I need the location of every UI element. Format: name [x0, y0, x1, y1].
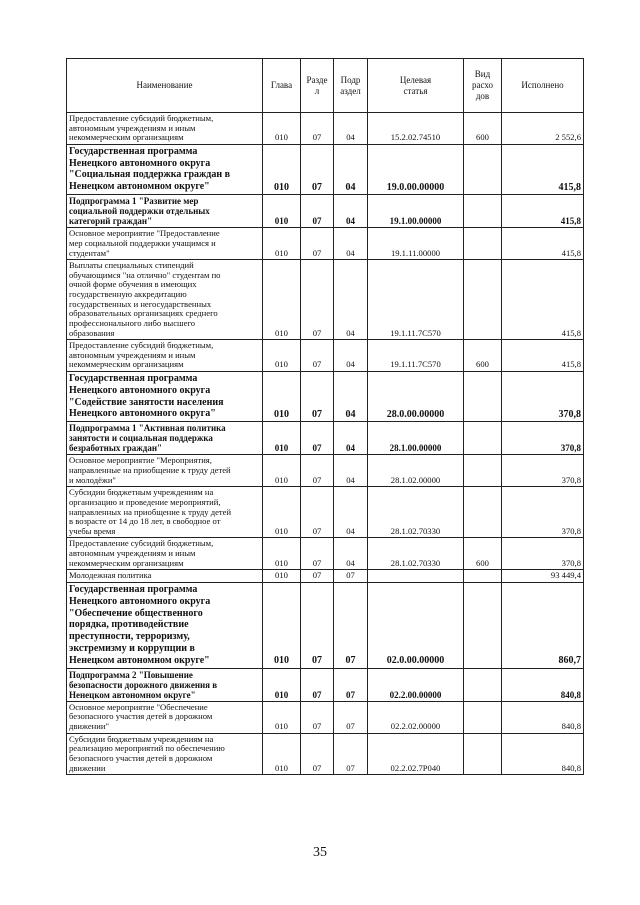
cell-name: Государственная программа Ненецкого автономного округа "Содействие занятости населения Ненецкого автономного округа" — [67, 372, 263, 422]
header-name: Наименование — [67, 59, 263, 113]
cell-ispolneno: 415,8 — [502, 144, 584, 194]
cell-razdel: 07 — [301, 455, 334, 487]
cell-ispolneno: 415,8 — [502, 260, 584, 340]
cell-razdel: 07 — [301, 487, 334, 538]
cell-statya: 28.1.02.70330 — [368, 538, 464, 570]
cell-statya: 19.1.11.7С570 — [368, 260, 464, 340]
cell-podrazdel: 04 — [334, 372, 368, 422]
cell-ispolneno: 2 552,6 — [502, 113, 584, 145]
cell-razdel: 07 — [301, 228, 334, 260]
cell-ispolneno: 840,8 — [502, 668, 584, 701]
cell-podrazdel: 07 — [334, 668, 368, 701]
cell-podrazdel: 07 — [334, 570, 368, 583]
table-row — [67, 372, 584, 422]
cell-ispolneno: 370,8 — [502, 487, 584, 538]
cell-podrazdel: 04 — [334, 228, 368, 260]
cell-name: Выплаты специальных стипендий обучающимся "на отлично" студентам по очной форме обучения в имеющих государственную аккредитацию государственных и негосударственных образовательных организациях среднего профессионального либо высшего образования — [67, 260, 263, 340]
cell-vid — [464, 668, 502, 701]
cell-statya: 19.0.00.00000 — [368, 144, 464, 194]
cell-name: Субсидии бюджетным учреждениям на организацию и проведение мероприятий, направленных на приобщение к труду детей в возрасте от 14 до 18 лет, в свободное от учебы время — [67, 487, 263, 538]
cell-razdel: 07 — [301, 701, 334, 733]
cell-razdel: 07 — [301, 195, 334, 228]
cell-statya: 02.0.00.00000 — [368, 582, 464, 668]
cell-razdel: 07 — [301, 570, 334, 583]
cell-glava: 010 — [263, 538, 301, 570]
header-statya: Целевая статья — [368, 59, 464, 113]
cell-podrazdel: 04 — [334, 144, 368, 194]
cell-razdel: 07 — [301, 668, 334, 701]
cell-podrazdel: 07 — [334, 733, 368, 775]
budget-table — [66, 58, 584, 775]
cell-vid — [464, 701, 502, 733]
table-row — [67, 701, 584, 733]
header-razdel: Разде л — [301, 59, 334, 113]
table-row — [67, 538, 584, 570]
header-glava: Глава — [263, 59, 301, 113]
cell-vid — [464, 195, 502, 228]
cell-glava: 010 — [263, 701, 301, 733]
cell-podrazdel: 07 — [334, 701, 368, 733]
header-vid: Вид расхо дов — [464, 59, 502, 113]
cell-glava: 010 — [263, 195, 301, 228]
cell-razdel: 07 — [301, 340, 334, 372]
cell-glava: 010 — [263, 372, 301, 422]
cell-razdel: 07 — [301, 422, 334, 455]
cell-podrazdel: 07 — [334, 582, 368, 668]
cell-razdel: 07 — [301, 260, 334, 340]
table-row — [67, 668, 584, 701]
cell-vid: 600 — [464, 113, 502, 145]
cell-name: Предоставление субсидий бюджетным, автономным учреждениям и иным некоммерческим организациям — [67, 538, 263, 570]
cell-statya: 02.2.02.00000 — [368, 701, 464, 733]
table-row — [67, 455, 584, 487]
cell-glava: 010 — [263, 340, 301, 372]
cell-glava: 010 — [263, 228, 301, 260]
cell-name: Подпрограмма 1 "Развитие мер социальной поддержки отдельных категорий граждан" — [67, 195, 263, 228]
cell-vid — [464, 422, 502, 455]
table-row — [67, 144, 584, 194]
table-row — [67, 228, 584, 260]
cell-ispolneno: 93 449,4 — [502, 570, 584, 583]
cell-glava: 010 — [263, 260, 301, 340]
cell-ispolneno: 415,8 — [502, 340, 584, 372]
cell-statya: 28.1.00.00000 — [368, 422, 464, 455]
cell-glava: 010 — [263, 733, 301, 775]
cell-razdel: 07 — [301, 582, 334, 668]
cell-name: Государственная программа Ненецкого автономного округа "Социальная поддержка граждан в Ненецком автономном округе" — [67, 144, 263, 194]
cell-vid: 600 — [464, 538, 502, 570]
cell-name: Молодежная политика — [67, 570, 263, 583]
cell-razdel: 07 — [301, 733, 334, 775]
cell-podrazdel: 04 — [334, 455, 368, 487]
cell-podrazdel: 04 — [334, 195, 368, 228]
cell-statya: 19.1.00.00000 — [368, 195, 464, 228]
cell-ispolneno: 415,8 — [502, 195, 584, 228]
cell-name: Предоставление субсидий бюджетным, автономным учреждениям и иным некоммерческим организациям — [67, 340, 263, 372]
cell-ispolneno: 370,8 — [502, 422, 584, 455]
cell-ispolneno: 415,8 — [502, 228, 584, 260]
cell-statya: 02.2.00.00000 — [368, 668, 464, 701]
cell-podrazdel: 04 — [334, 260, 368, 340]
cell-statya: 28.1.02.70330 — [368, 487, 464, 538]
cell-name: Основное мероприятие "Обеспечение безопасного участия детей в дорожном движении" — [67, 701, 263, 733]
cell-podrazdel: 04 — [334, 422, 368, 455]
cell-vid — [464, 733, 502, 775]
cell-statya: 02.2.02.7Р040 — [368, 733, 464, 775]
cell-ispolneno: 860,7 — [502, 582, 584, 668]
cell-vid — [464, 570, 502, 583]
cell-statya: 19.1.11.00000 — [368, 228, 464, 260]
header-podrazdel: Подр аздел — [334, 59, 368, 113]
cell-vid — [464, 487, 502, 538]
cell-name: Подпрограмма 2 "Повышение безопасности дорожного движения в Ненецком автономном округе" — [67, 668, 263, 701]
cell-ispolneno: 370,8 — [502, 538, 584, 570]
cell-vid — [464, 582, 502, 668]
cell-name: Основное мероприятие "Предоставление мер социальной поддержки учащимся и студентам" — [67, 228, 263, 260]
cell-vid — [464, 144, 502, 194]
cell-glava: 010 — [263, 570, 301, 583]
header-ispolneno: Исполнено — [502, 59, 584, 113]
cell-vid — [464, 228, 502, 260]
table-row — [67, 340, 584, 372]
cell-vid — [464, 372, 502, 422]
table-row — [67, 422, 584, 455]
cell-glava: 010 — [263, 668, 301, 701]
cell-ispolneno: 370,8 — [502, 372, 584, 422]
cell-glava: 010 — [263, 487, 301, 538]
cell-razdel: 07 — [301, 372, 334, 422]
table-row — [67, 582, 584, 668]
table-row — [67, 733, 584, 775]
cell-statya — [368, 570, 464, 583]
table-row — [67, 113, 584, 145]
cell-podrazdel: 04 — [334, 487, 368, 538]
cell-name: Государственная программа Ненецкого автономного округа "Обеспечение общественного порядка, противодействие преступности, терроризму, экстремизму и коррупции в Ненецком автономном округе" — [67, 582, 263, 668]
header-row — [67, 59, 584, 113]
cell-podrazdel: 04 — [334, 113, 368, 145]
page-number: 35 — [313, 845, 327, 860]
cell-razdel: 07 — [301, 144, 334, 194]
cell-ispolneno: 840,8 — [502, 733, 584, 775]
cell-glava: 010 — [263, 455, 301, 487]
table-row — [67, 487, 584, 538]
table-body — [67, 113, 584, 775]
cell-podrazdel: 04 — [334, 538, 368, 570]
cell-vid — [464, 260, 502, 340]
table-row — [67, 195, 584, 228]
cell-statya: 19.1.11.7С570 — [368, 340, 464, 372]
cell-glava: 010 — [263, 582, 301, 668]
cell-glava: 010 — [263, 113, 301, 145]
cell-name: Подпрограмма 1 "Активная политика занятости и социальная поддержка безработных граждан" — [67, 422, 263, 455]
cell-glava: 010 — [263, 144, 301, 194]
cell-vid — [464, 455, 502, 487]
cell-razdel: 07 — [301, 538, 334, 570]
cell-ispolneno: 840,8 — [502, 701, 584, 733]
table-row — [67, 260, 584, 340]
cell-name: Субсидии бюджетным учреждениям на реализацию мероприятий по обеспечению безопасного участия детей в дорожном движении — [67, 733, 263, 775]
cell-name: Предоставление субсидий бюджетным, автономным учреждениям и иным некоммерческим организациям — [67, 113, 263, 145]
cell-vid: 600 — [464, 340, 502, 372]
cell-statya: 28.1.02.00000 — [368, 455, 464, 487]
cell-name: Основное мероприятие "Мероприятия, направленные на приобщение к труду детей и молодёжи" — [67, 455, 263, 487]
cell-ispolneno: 370,8 — [502, 455, 584, 487]
cell-podrazdel: 04 — [334, 340, 368, 372]
cell-statya: 15.2.02.74510 — [368, 113, 464, 145]
table-row — [67, 570, 584, 583]
cell-razdel: 07 — [301, 113, 334, 145]
cell-statya: 28.0.00.00000 — [368, 372, 464, 422]
cell-glava: 010 — [263, 422, 301, 455]
